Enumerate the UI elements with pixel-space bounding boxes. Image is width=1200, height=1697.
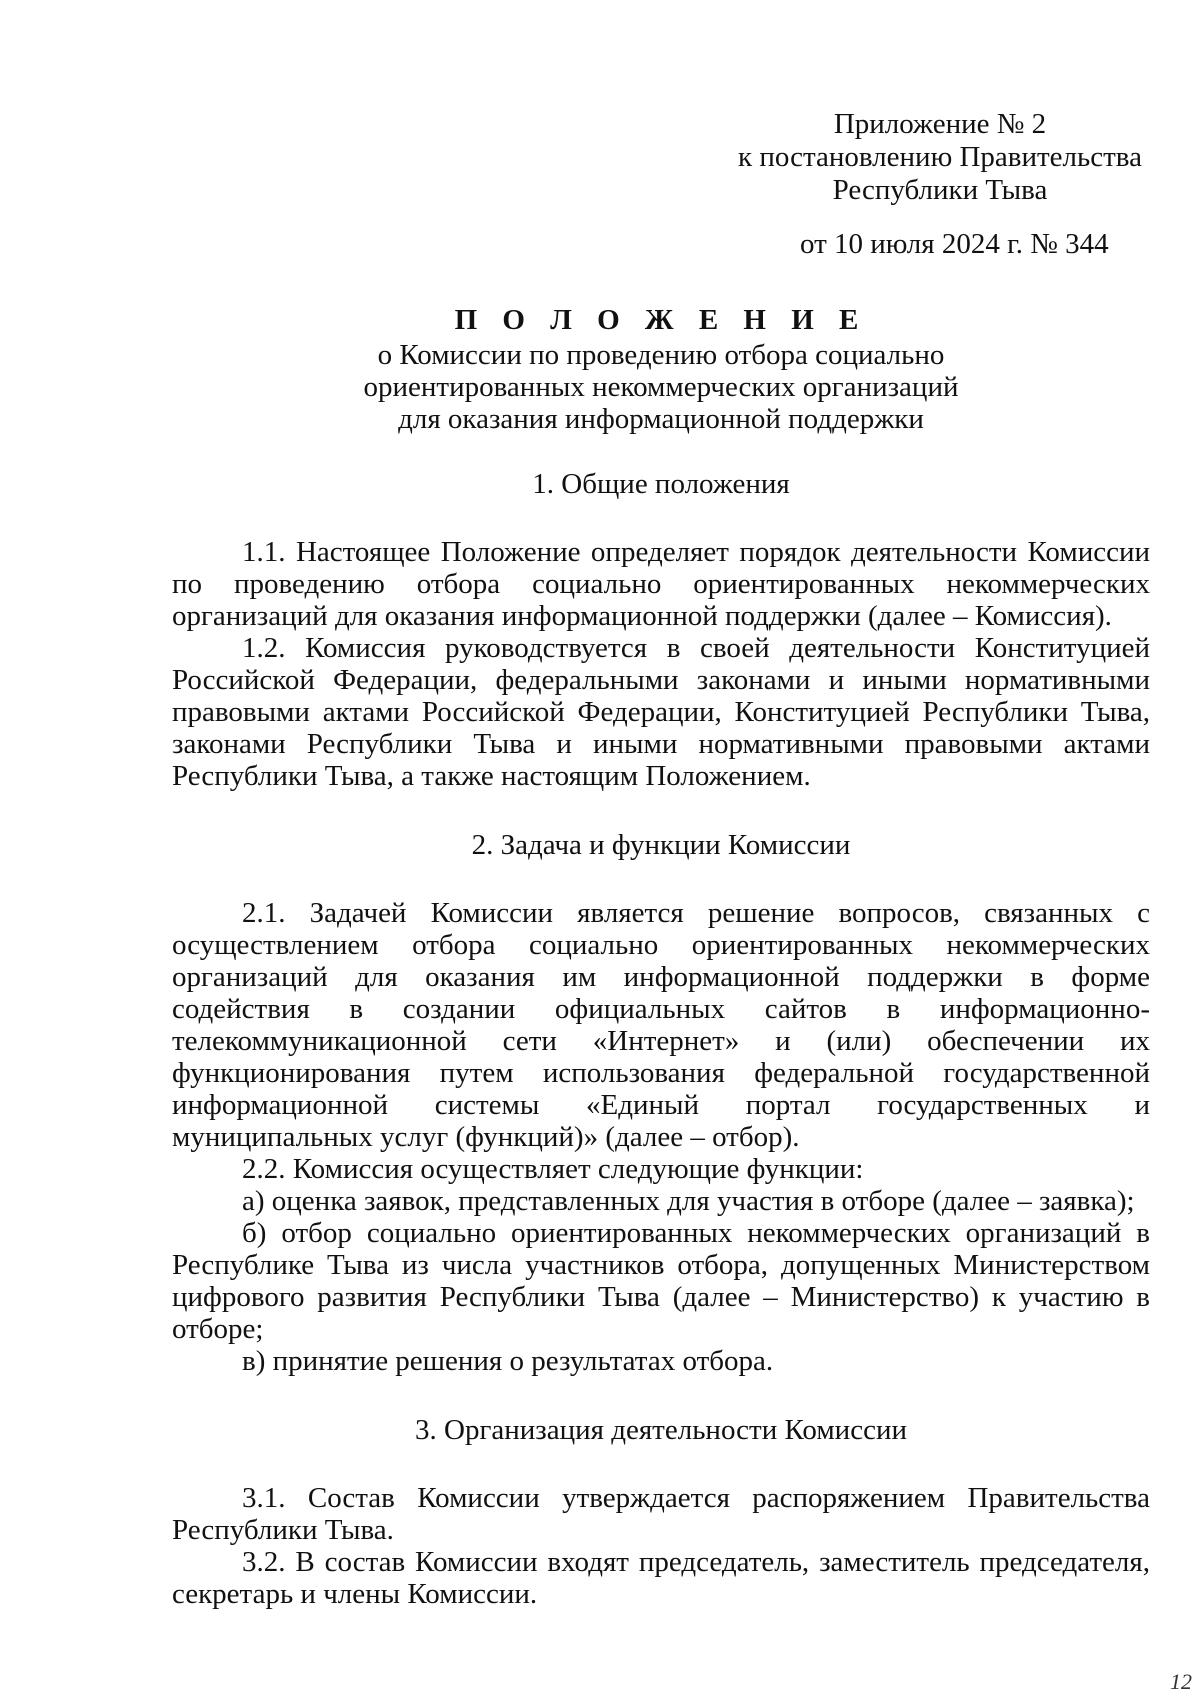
paragraph: 2.2. Комиссия осуществляет следующие функции: (242, 1153, 864, 1185)
document-title: П О Л О Ж Е Н И Е (454, 304, 868, 336)
paragraph: 1.1. Настоящее Положение определяет порядок деятельности Комиссии по проведению отбора социально ориентированных некоммерческих организаций для оказания информационной поддержки (далее – Комиссия). (172, 536, 1150, 632)
page-number: 12 (1170, 1669, 1192, 1694)
paragraph: а) оценка заявок, представленных для участия в отборе (далее – заявка); (242, 1185, 1135, 1217)
appendix-line: Приложение № 2 (833, 108, 1047, 140)
paragraph: 2.1. Задачей Комиссии является решение вопросов, связанных с осуществлением отбора социально ориентированных некоммерческих организаций для оказания им информационной поддержки в форме содействия в создании официальных сайтов в информационно-телекоммуникационной сети «Интернет» и (или) обеспечении их функционирования путем использования федеральной государственной информационной системы «Единый портал государственных и муниципальных услуг (функций)» (далее – отбор). (172, 897, 1150, 1153)
paragraph: б) отбор социально ориентированных некоммерческих организаций в Республике Тыва из числа участников отбора, допущенных Министерством цифрового развития Республики Тыва (далее – Министерство) к участию в отборе; (172, 1217, 1150, 1345)
paragraph: 1.2. Комиссия руководствуется в своей деятельности Конституцией Российской Федерации, федеральными законами и иными нормативными правовыми актами Российской Федерации, Конституцией Республики Тыва, законами Республики Тыва и иными нормативными правовыми актами Республики Тыва, а также настоящим Положением. (172, 632, 1150, 792)
appendix-block (700, 108, 1180, 207)
appendix-date: от 10 июля 2024 г. № 344 (800, 228, 1109, 260)
section-heading: 1. Общие положения (532, 468, 790, 500)
paragraph: 3.1. Состав Комиссии утверждается распоряжением Правительства Республики Тыва. (172, 1482, 1150, 1546)
paragraph: 3.2. В состав Комиссии входят председатель, заместитель председателя, секретарь и члены Комиссии. (172, 1546, 1150, 1610)
paragraph: в) принятие решения о результатах отбора. (242, 1345, 774, 1377)
document-subtitle-line: ориентированных некоммерческих организаций (363, 371, 959, 403)
appendix-line: к постановлению Правительства (738, 141, 1142, 173)
appendix-line: Республики Тыва (832, 174, 1048, 206)
document-subtitle-line: для оказания информационной поддержки (398, 403, 924, 435)
document-body (172, 302, 1150, 1610)
section-heading: 3. Организация деятельности Комиссии (415, 1414, 907, 1446)
section-heading: 2. Задача и функции Комиссии (471, 829, 851, 861)
document-subtitle-line: о Комиссии по проведению отбора социально (377, 339, 945, 371)
